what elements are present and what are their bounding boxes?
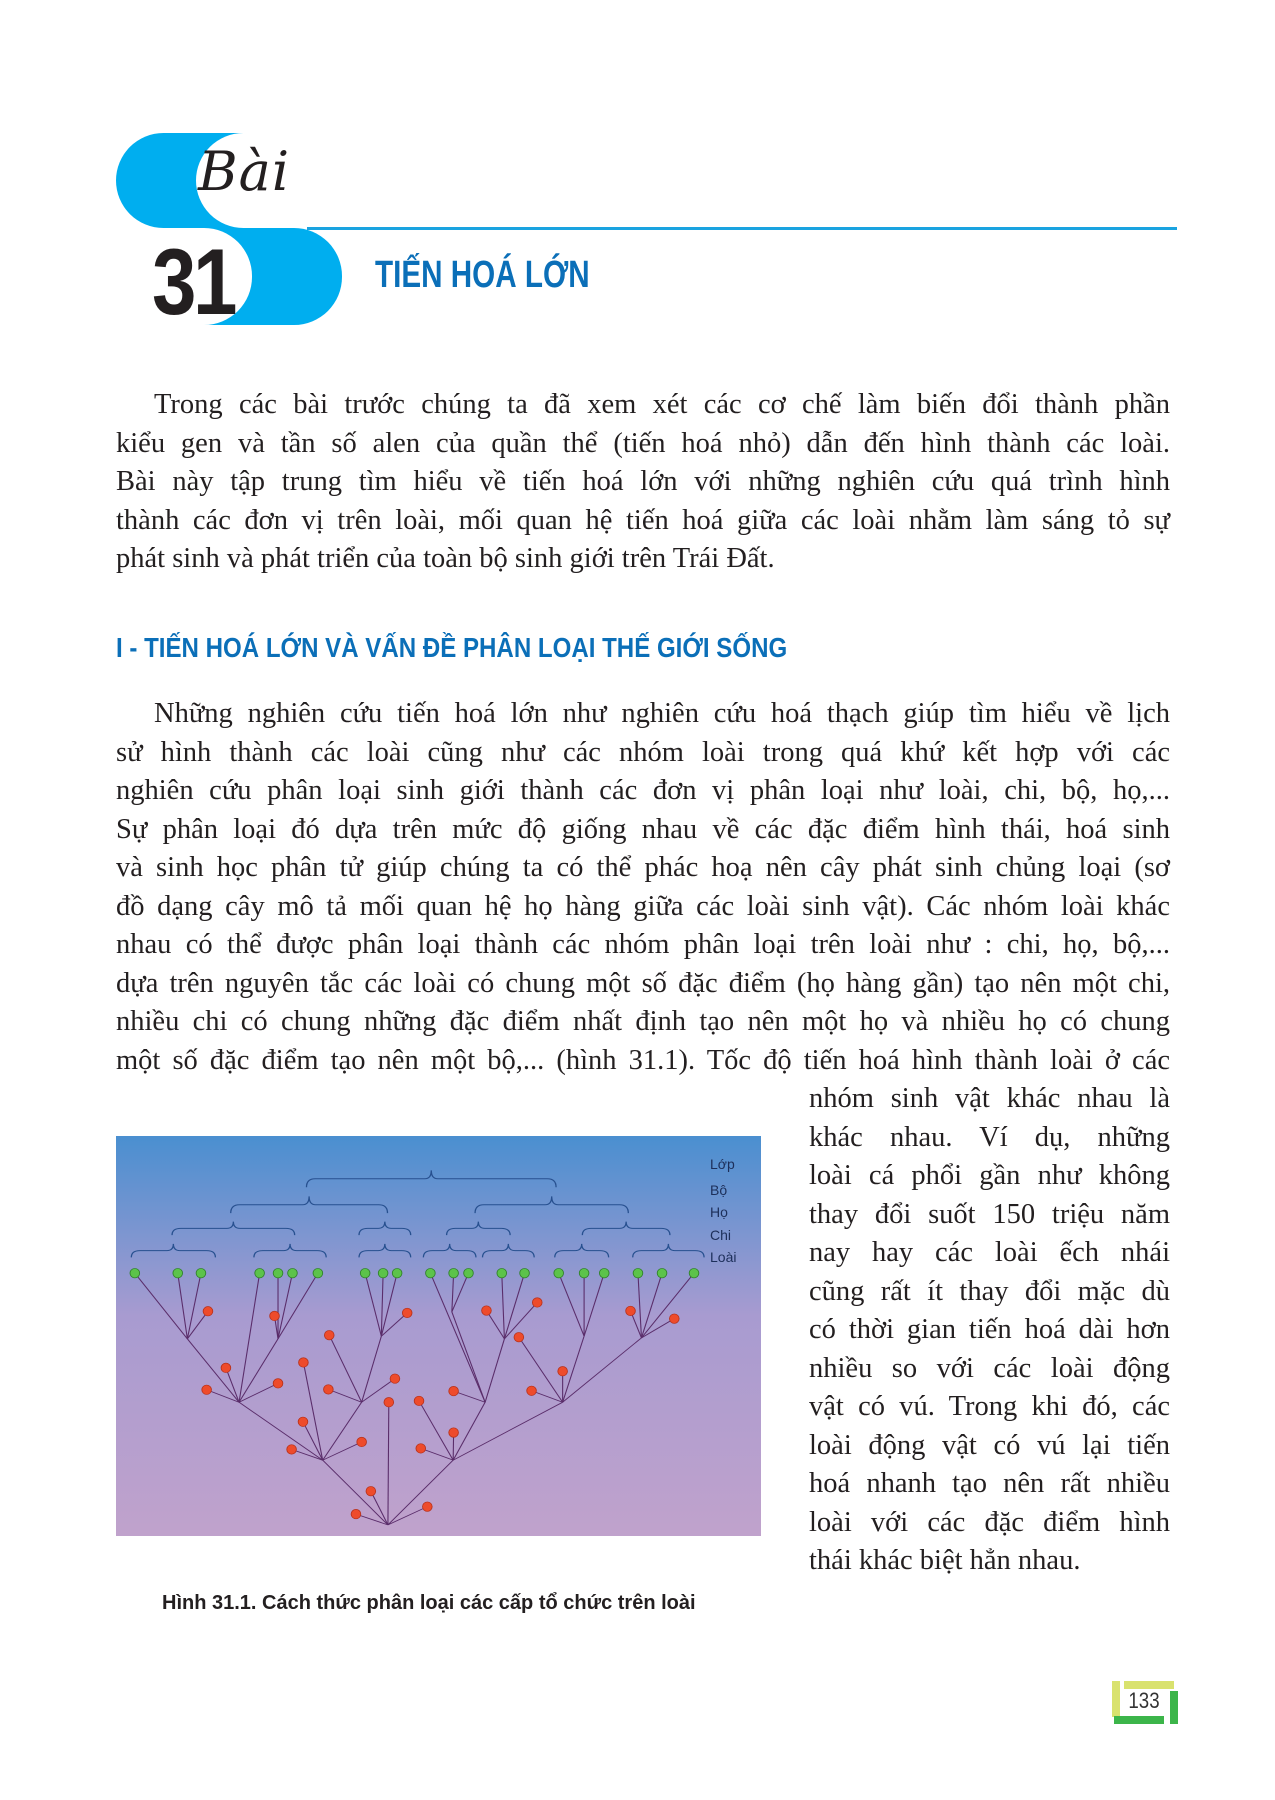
- ancestor-node: [390, 1374, 400, 1383]
- species-node: [449, 1268, 459, 1277]
- lesson-title: TIẾN HOÁ LỚN: [375, 254, 590, 296]
- ancestor-node: [423, 1502, 433, 1511]
- species-node: [599, 1268, 609, 1277]
- text-line: dựa trên nguyên tắc các loài có chung một số đặc điểm (họ hàng gần) tạo nên một chi,: [116, 967, 1170, 999]
- species-node: [273, 1268, 283, 1277]
- ancestor-node: [273, 1379, 283, 1388]
- level-label: Họ: [710, 1204, 728, 1220]
- species-node: [255, 1268, 265, 1277]
- ancestor-node: [514, 1332, 524, 1341]
- level-label: Bộ: [710, 1182, 728, 1198]
- species-node: [633, 1268, 643, 1277]
- species-node: [378, 1268, 388, 1277]
- ancestor-node: [402, 1308, 412, 1317]
- species-node: [520, 1268, 530, 1277]
- figure-phylogenetic-tree: [116, 1136, 761, 1536]
- ancestor-node: [449, 1386, 459, 1395]
- text-line: nay hay các loài ếch nhái: [809, 1237, 1170, 1268]
- level-label: Loài: [710, 1249, 737, 1265]
- text-line: đồ dạng cây mô tả mối quan hệ họ hàng giữa các loài sinh vật). Các nhóm loài khác: [116, 890, 1170, 922]
- text-line: hoá nhanh tạo nên rất nhiều: [809, 1468, 1170, 1499]
- text-line: một số đặc điểm tạo nên một bộ,... (hình 31.1). Tốc độ tiến hoá hình thành loài ở các: [116, 1044, 1170, 1076]
- text-line: phát sinh và phát triển của toàn bộ sinh giới trên Trái Đất.: [116, 543, 775, 574]
- text-line: nhau có thể được phân loại thành các nhóm phân loại trên loài như : chi, họ, bộ,...: [116, 929, 1170, 960]
- ancestor-node: [558, 1366, 568, 1375]
- text-line: loài động vật có vú lại tiến: [809, 1429, 1170, 1461]
- text-line: sử hình thành các loài cũng như các nhóm loài trong quá khứ kết hợp với các: [116, 736, 1170, 768]
- ancestor-node: [527, 1386, 537, 1395]
- text-line: có thời gian tiến hoá dài hơn: [809, 1314, 1170, 1345]
- text-line: loài với các đặc điểm hình: [809, 1506, 1170, 1538]
- ancestor-node: [449, 1428, 459, 1437]
- tree-diagram: [116, 1136, 761, 1536]
- page-number-box: [1112, 1676, 1178, 1724]
- species-node: [464, 1268, 474, 1277]
- ancestor-node: [203, 1307, 213, 1316]
- ancestor-node: [287, 1445, 297, 1454]
- ancestor-node: [626, 1306, 636, 1315]
- text-line: khác nhau. Ví dụ, những: [809, 1121, 1170, 1153]
- level-label: Chi: [710, 1227, 732, 1243]
- figure-background: [116, 1136, 761, 1536]
- species-node: [689, 1268, 699, 1277]
- ancestor-node: [299, 1358, 309, 1367]
- species-node: [173, 1268, 183, 1277]
- text-line: Trong các bài trước chúng ta đã xem xét các cơ chế làm biến đổi thành phần: [154, 389, 1170, 420]
- species-node: [579, 1268, 589, 1277]
- text-line: nhiều so với các loài động: [809, 1352, 1170, 1384]
- ancestor-node: [532, 1298, 542, 1307]
- text-line: loài cá phổi gần như không: [809, 1160, 1170, 1191]
- species-node: [554, 1268, 564, 1277]
- header-rule: [307, 227, 1177, 230]
- lesson-number: 31: [152, 229, 235, 334]
- ancestor-node: [482, 1306, 492, 1315]
- text-line: nhiều chi có chung những đặc điểm nhất định tạo nên một họ và nhiều họ có chung: [116, 1006, 1170, 1037]
- ancestor-node: [202, 1385, 212, 1394]
- species-node: [360, 1268, 370, 1277]
- text-line: thành các đơn vị trên loài, mối quan hệ tiến hoá giữa các loài nhằm làm sáng tỏ sự: [116, 504, 1170, 536]
- ancestor-node: [270, 1311, 280, 1320]
- ancestor-node: [416, 1444, 426, 1453]
- species-node: [497, 1268, 507, 1277]
- text-line: Bài này tập trung tìm hiểu về tiến hoá lớn với những nghiên cứu quá trình hình: [116, 466, 1170, 497]
- ancestor-node: [324, 1385, 334, 1394]
- ancestor-node: [324, 1330, 334, 1339]
- ancestor-node: [669, 1314, 679, 1323]
- text-line: thái khác biệt hẳn nhau.: [809, 1545, 1081, 1576]
- species-node: [657, 1268, 667, 1277]
- species-node: [196, 1268, 206, 1277]
- section-heading: I - TIẾN HOÁ LỚN VÀ VẤN ĐỀ PHÂN LOẠI THẾ GIỚI SỐNG: [116, 632, 788, 663]
- ancestor-node: [366, 1486, 376, 1495]
- ancestor-node: [351, 1509, 361, 1518]
- ancestor-node: [384, 1397, 394, 1406]
- ancestor-node: [298, 1417, 308, 1426]
- ancestor-node: [414, 1396, 424, 1405]
- species-node: [426, 1268, 436, 1277]
- text-line: thay đổi suốt 150 triệu năm: [809, 1198, 1170, 1230]
- text-line: nghiên cứu phân loại sinh giới thành các đơn vị phân loại như loài, chi, bộ, họ,...: [116, 775, 1170, 806]
- text-line: kiểu gen và tần số alen của quần thể (tiến hoá nhỏ) dẫn đến hình thành các loài.: [116, 427, 1170, 459]
- text-line: và sinh học phân tử giúp chúng ta có thể phác hoạ nên cây phát sinh chủng loại (sơ: [116, 852, 1170, 883]
- level-label: Lớp: [710, 1156, 735, 1172]
- figure-caption: Hình 31.1. Cách thức phân loại các cấp tổ chức trên loài: [162, 1592, 696, 1614]
- species-node: [313, 1268, 323, 1277]
- ancestor-node: [221, 1363, 231, 1372]
- text-line: Những nghiên cứu tiến hoá lớn như nghiên cứu hoá thạch giúp tìm hiểu về lịch: [154, 698, 1170, 729]
- text-line: vật có vú. Trong khi đó, các: [809, 1391, 1170, 1422]
- text-line: cũng rất ít thay đổi mặc dù: [809, 1275, 1170, 1307]
- text-line: Sự phân loại đó dựa trên mức độ giống nhau về các đặc điểm hình thái, hoá sinh: [116, 813, 1170, 845]
- intro-paragraph: [116, 386, 1170, 579]
- lesson-label: Bài: [198, 140, 291, 203]
- species-node: [130, 1268, 140, 1277]
- species-node: [288, 1268, 298, 1277]
- text-line: nhóm sinh vật khác nhau là: [809, 1083, 1170, 1114]
- species-node: [392, 1268, 402, 1277]
- ancestor-node: [357, 1437, 367, 1446]
- page-number: 133: [1128, 1688, 1160, 1713]
